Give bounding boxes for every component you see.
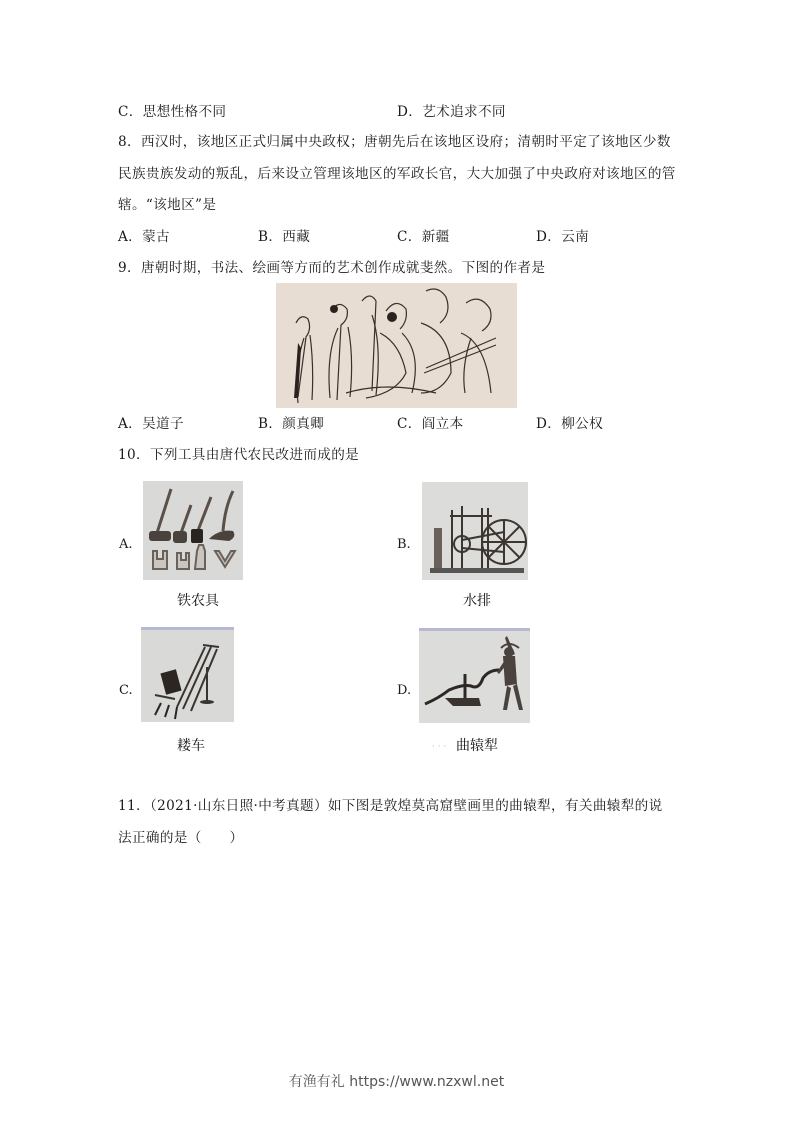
q9-option-a: A．吴道子 bbox=[118, 416, 184, 432]
q10-choice-c-letter: C. bbox=[119, 683, 133, 698]
q8-option-d: D．云南 bbox=[536, 229, 590, 245]
q10-choice-b-caption: 水排 bbox=[463, 593, 491, 609]
q10-choice-d-caption: 曲辕犁 bbox=[456, 738, 498, 754]
q10-choice-b-letter: B. bbox=[397, 537, 411, 552]
decorative-dots: · · · bbox=[432, 742, 447, 752]
q8-option-b: B．西藏 bbox=[258, 229, 311, 245]
q9-option-c: C．阎立本 bbox=[397, 416, 464, 432]
q8-stem-line-1: 8．西汉时，该地区正式归属中央政权；唐朝先后在该地区设府；清朝时平定了该地区少数 bbox=[118, 134, 671, 150]
q8-stem-line-3: 辖。“该地区”是 bbox=[118, 197, 217, 213]
q10-choice-d-letter: D. bbox=[397, 683, 412, 698]
curved-plow-icon bbox=[419, 628, 530, 723]
q11-stem-line-1: 11．（2021·山东日照·中考真题）如下图是敦煌莫高窟壁画里的曲辕犁，有关曲辕犁的说 bbox=[118, 798, 663, 814]
q9-option-b: B．颜真卿 bbox=[258, 416, 325, 432]
q10-choice-a-letter: A. bbox=[119, 537, 133, 552]
iron-farm-tools-icon bbox=[143, 481, 243, 580]
q11-stem-line-2: 法正确的是（ ） bbox=[118, 830, 244, 846]
q7-option-d: D．艺术追求不同 bbox=[397, 104, 506, 120]
q10-choice-c-image bbox=[141, 627, 234, 722]
q10-choice-a-image bbox=[143, 481, 243, 580]
q7-option-c: C．思想性格不同 bbox=[118, 104, 227, 120]
figure-painting-icon bbox=[276, 283, 517, 408]
q9-stem: 9．唐朝时期，书法、绘画等方而的艺术创作成就斐然。下图的作者是 bbox=[118, 260, 546, 276]
q10-choice-b-image bbox=[422, 482, 528, 580]
q9-painting-image bbox=[276, 283, 517, 408]
q8-option-c: C．新疆 bbox=[397, 229, 450, 245]
q9-option-d: D．柳公权 bbox=[536, 416, 604, 432]
q8-stem-line-2: 民族贵族发动的叛乱，后来设立管理该地区的军政长官，大大加强了中央政府对该地区的管 bbox=[118, 166, 676, 182]
q10-choice-c-caption: 耧车 bbox=[177, 738, 205, 754]
q10-choice-d-image bbox=[419, 628, 530, 723]
footer-watermark: 有渔有礼 https://www.nzxwl.net bbox=[288, 1074, 505, 1090]
q10-choice-a-caption: 铁农具 bbox=[177, 593, 219, 609]
water-bellows-icon bbox=[422, 482, 528, 580]
q8-option-a: A．蒙古 bbox=[118, 229, 170, 245]
seed-drill-icon bbox=[141, 627, 234, 722]
q10-stem: 10．下列工具由唐代农民改进而成的是 bbox=[118, 447, 360, 463]
